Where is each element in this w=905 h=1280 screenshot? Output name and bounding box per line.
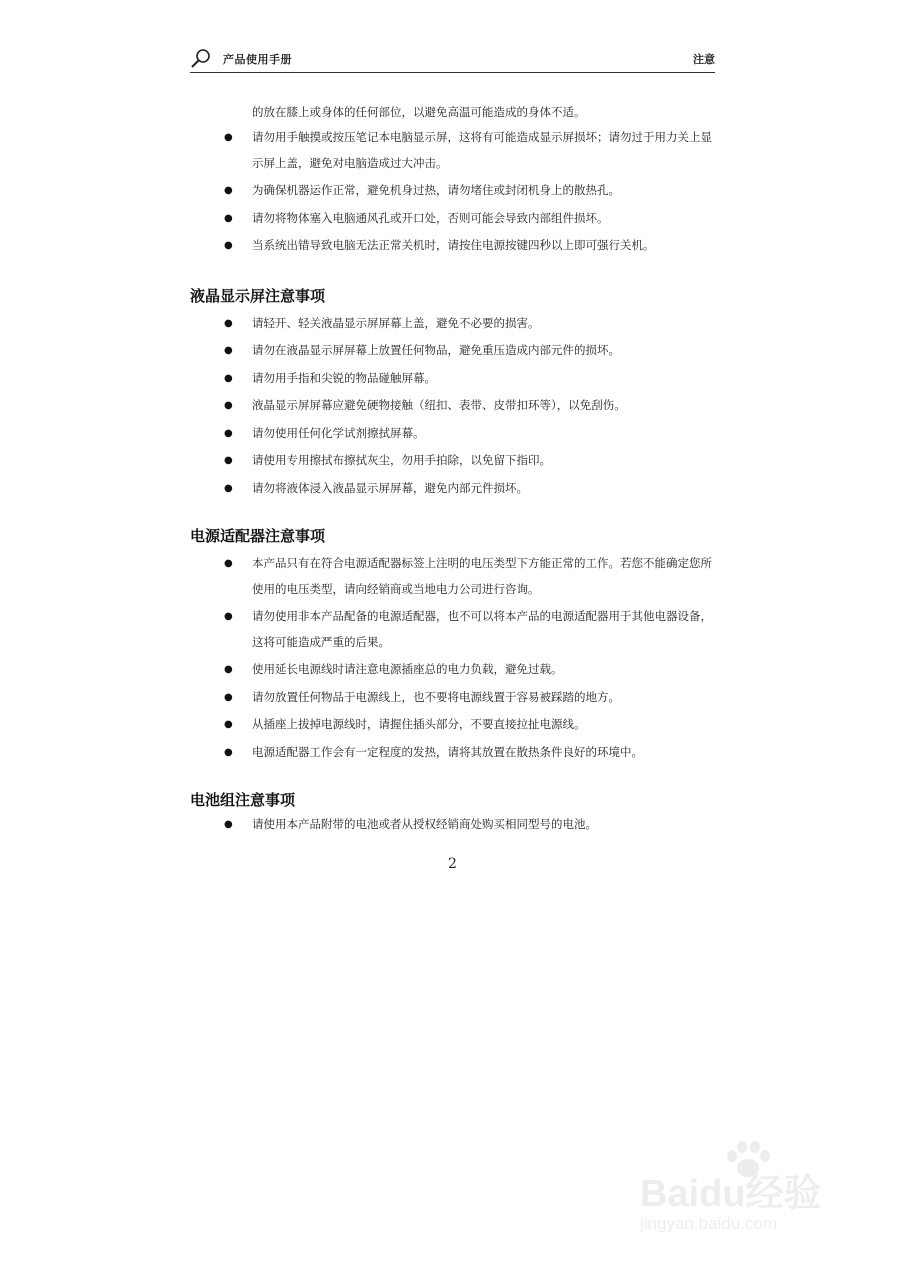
item-text: 请勿使用任何化学试剂擦拭屏幕。 xyxy=(252,425,425,440)
bullet-icon: ● xyxy=(224,719,233,730)
item-text: 请勿用手指和尖锐的物品碰触屏幕。 xyxy=(252,370,436,385)
lcd-list xyxy=(190,311,720,502)
list-item xyxy=(190,233,720,259)
item-text: 请勿放置任何物品于电源线上，也不要将电源线置于容易被踩踏的地方。 xyxy=(252,689,620,704)
baidu-jingyan-watermark xyxy=(640,1140,860,1270)
list-item xyxy=(190,712,720,738)
list-item xyxy=(190,812,720,838)
bullet-icon: ● xyxy=(224,372,233,384)
list-item xyxy=(190,657,720,683)
item-text: 液晶显示屏屏幕应避免硬物接触（纽扣、表带、皮带扣环等），以免刮伤。 xyxy=(252,398,626,412)
list-item xyxy=(190,476,720,502)
bullet-icon: ● xyxy=(224,212,233,224)
bullet-icon: ● xyxy=(224,611,233,622)
section-title-lcd: 液晶显示屏注意事项 xyxy=(190,286,326,305)
list-item xyxy=(190,551,720,602)
list-item xyxy=(190,311,720,337)
bullet-icon: ● xyxy=(224,558,233,569)
item-text: 请勿将液体浸入液晶显示屏屏幕，避免内部元件损坏。 xyxy=(252,480,528,495)
battery-list xyxy=(190,812,720,838)
adapter-list xyxy=(190,551,720,765)
bullet-icon: ● xyxy=(224,746,233,758)
item-text: 从插座上拔掉电源线时，请握住插头部分，不要直接拉扯电源线。 xyxy=(252,717,586,731)
list-item xyxy=(190,338,720,364)
item-text: 为确保机器运作正常，避免机身过热，请勿堵住或封闭机身上的散热孔。 xyxy=(252,183,620,197)
item-text: 电源适配器工作会有一定程度的发热，请将其放置在散热条件良好的环境中。 xyxy=(252,744,643,759)
bullet-icon: ● xyxy=(224,664,233,675)
item-text: 请轻开、轻关液晶显示屏屏幕上盖，避免不必要的损害。 xyxy=(252,315,540,330)
bullet-icon: ● xyxy=(224,185,233,196)
list-item xyxy=(190,206,720,232)
list-item xyxy=(190,366,720,392)
list-item xyxy=(190,448,720,474)
watermark-logo: Baidu经验 xyxy=(640,1173,822,1215)
bullet-icon: ● xyxy=(224,455,233,466)
item-text: 请勿在液晶显示屏屏幕上放置任何物品，避免重压造成内部元件的损坏。 xyxy=(252,343,620,357)
watermark-url: jingyan.baidu.com xyxy=(640,1214,778,1233)
list-item xyxy=(190,393,720,419)
bullet-icon: ● xyxy=(224,691,233,703)
section-title-battery: 电池组注意事项 xyxy=(190,791,296,809)
bullet-icon: ● xyxy=(224,240,233,251)
document-body xyxy=(190,99,720,840)
continued-text: 的放在膝上或身体的任何部位，以避免高温可能造成的身体不适。 xyxy=(252,105,586,119)
bullet-icon: ● xyxy=(224,345,233,356)
header-title: 产品使用手册 xyxy=(223,53,292,66)
section-title-adapter: 电源适配器注意事项 xyxy=(190,527,326,545)
bullet-icon: ● xyxy=(224,427,233,439)
header-section-label: 注意 xyxy=(693,53,715,66)
item-text: 请勿使用非本产品配备的电源适配器，也不可以将本产品的电源适配器用于其他电器设备，这将可能造成严重的后果。 xyxy=(252,609,712,649)
item-text: 使用延长电源线时请注意电源插座总的电力负载，避免过载。 xyxy=(252,662,563,676)
bullet-icon: ● xyxy=(224,132,233,143)
bullet-icon: ● xyxy=(224,400,233,411)
magnifier-icon xyxy=(190,48,212,68)
item-text: 本产品只有在符合电源适配器标签上注明的电压类型下方能正常的工作。若您不能确定您所使用的电压类型，请向经销商或当地电力公司进行咨询。 xyxy=(252,556,712,596)
bullet-icon: ● xyxy=(224,819,233,830)
list-item xyxy=(190,685,720,711)
item-text: 请使用专用擦拭布擦拭灰尘，勿用手拍除，以免留下指印。 xyxy=(252,453,551,467)
item-text: 请勿将物体塞入电脑通风孔或开口处，否则可能会导致内部组件损坏。 xyxy=(252,210,609,225)
page-number: 2 xyxy=(448,856,457,872)
list-item xyxy=(190,421,720,447)
list-item xyxy=(190,604,720,655)
page-header xyxy=(190,46,715,73)
item-text: 当系统出错导致电脑无法正常关机时，请按住电源按键四秒以上即可强行关机。 xyxy=(252,238,655,252)
list-item xyxy=(190,178,720,204)
bullet-icon: ● xyxy=(224,482,233,494)
bullet-icon: ● xyxy=(224,317,233,329)
item-text: 请勿用手触摸或按压笔记本电脑显示屏，这将有可能造成显示屏损坏；请勿过于用力关上显示屏上盖，避免对电脑造成过大冲击。 xyxy=(252,130,712,170)
intro-list xyxy=(190,125,720,259)
item-text: 请使用本产品附带的电池或者从授权经销商处购买相同型号的电池。 xyxy=(252,817,597,831)
list-item xyxy=(190,125,720,176)
list-item xyxy=(190,740,720,766)
